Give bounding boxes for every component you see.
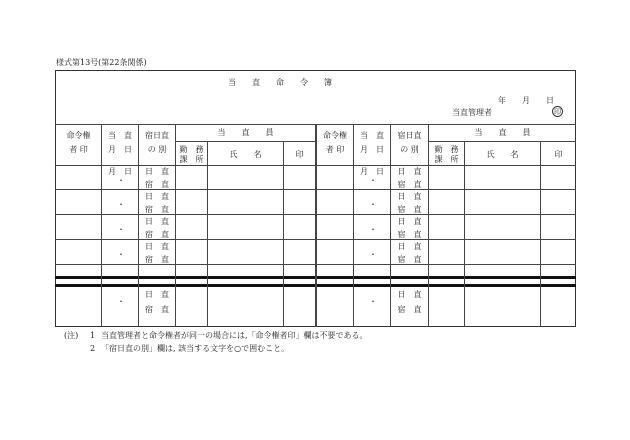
date-separator: ・ bbox=[117, 176, 125, 185]
header-order-person: 命令権 bbox=[323, 131, 347, 140]
date-separator: ・ bbox=[369, 250, 377, 259]
date-line: 年 月 日 bbox=[498, 96, 554, 105]
form-title: 当 直 命 令 簿 bbox=[228, 78, 332, 87]
shift-day: 日 直 bbox=[145, 167, 169, 176]
header-shift-type: の 別 bbox=[400, 145, 419, 154]
date-separator: ・ bbox=[369, 225, 377, 234]
header-duty-person: 当 直 員 bbox=[474, 128, 531, 137]
seal-mark: 印 bbox=[554, 108, 561, 116]
date-separator: ・ bbox=[369, 297, 377, 306]
row-month-day: 月 日 bbox=[360, 167, 384, 176]
note-number: 2 bbox=[90, 344, 96, 353]
header-name: 氏 名 bbox=[486, 150, 519, 159]
shift-night: 宿 直 bbox=[397, 205, 422, 214]
shift-day: 日 直 bbox=[145, 217, 169, 226]
notes-prefix: (注) bbox=[64, 331, 79, 340]
shift-night: 宿 直 bbox=[145, 230, 169, 239]
header-seal: 印 bbox=[554, 150, 563, 159]
col-line bbox=[283, 141, 284, 327]
shift-night: 宿 直 bbox=[145, 255, 169, 264]
header-dept: 勤 務 bbox=[434, 145, 459, 154]
col-line bbox=[207, 141, 208, 327]
shift-day: 日 直 bbox=[397, 167, 422, 176]
form-label: 様式第13号(第22条関係) bbox=[56, 58, 147, 67]
header-duty-person: 当 直 員 bbox=[217, 128, 274, 137]
shift-night: 宿 直 bbox=[145, 205, 169, 214]
header-order-person: 者 印 bbox=[325, 145, 345, 154]
duty-header-divider-right bbox=[428, 141, 576, 142]
header-duty-date: 月 日 bbox=[108, 145, 132, 154]
shift-day: 日 直 bbox=[145, 290, 169, 299]
header-shift-type: 宿日直 bbox=[397, 131, 422, 140]
header-duty-date: 月 日 bbox=[360, 145, 384, 154]
shift-night: 宿 直 bbox=[397, 305, 422, 314]
manager-label: 当直管理者 bbox=[452, 108, 492, 117]
date-separator: ・ bbox=[117, 200, 125, 209]
date-separator: ・ bbox=[369, 200, 377, 209]
date-separator: ・ bbox=[369, 176, 377, 185]
shift-night: 宿 直 bbox=[397, 255, 422, 264]
header-name: 氏 名 bbox=[229, 150, 262, 159]
header-duty-date: 当 直 bbox=[360, 131, 384, 140]
note-text: 当直管理者と命令権者が同一の場合には,「命令権者印」欄は不要である。 bbox=[101, 331, 368, 340]
shift-night: 宿 直 bbox=[145, 180, 169, 189]
row-month-day: 月 日 bbox=[108, 167, 132, 176]
shift-day: 日 直 bbox=[145, 242, 169, 251]
header-dept: 課 所 bbox=[434, 155, 459, 164]
header-seal: 印 bbox=[295, 150, 304, 159]
header-dept: 勤 務 bbox=[179, 145, 204, 154]
shift-night: 宿 直 bbox=[145, 305, 169, 314]
header-dept: 課 所 bbox=[179, 155, 204, 164]
col-line bbox=[540, 141, 541, 327]
header-shift-type: 宿日直 bbox=[145, 131, 169, 140]
duty-header-divider-left bbox=[175, 141, 315, 142]
date-separator: ・ bbox=[117, 225, 125, 234]
shift-night: 宿 直 bbox=[397, 230, 422, 239]
shift-day: 日 直 bbox=[145, 192, 169, 201]
header-duty-date: 当 直 bbox=[108, 131, 132, 140]
shift-day: 日 直 bbox=[397, 242, 422, 251]
header-order-person: 命令権 bbox=[66, 131, 91, 140]
shift-day: 日 直 bbox=[397, 192, 422, 201]
date-separator: ・ bbox=[117, 297, 125, 306]
shift-day: 日 直 bbox=[397, 217, 422, 226]
note-number: 1 bbox=[90, 331, 96, 340]
shift-day: 日 直 bbox=[397, 290, 422, 299]
col-line bbox=[464, 141, 465, 327]
shift-night: 宿 直 bbox=[397, 180, 422, 189]
header-order-person: 者 印 bbox=[69, 145, 88, 154]
date-separator: ・ bbox=[117, 250, 125, 259]
note-text: 「宿日直の別」欄は, 該当する文字を○で囲むこと。 bbox=[101, 344, 290, 353]
header-shift-type: の 別 bbox=[147, 145, 167, 154]
